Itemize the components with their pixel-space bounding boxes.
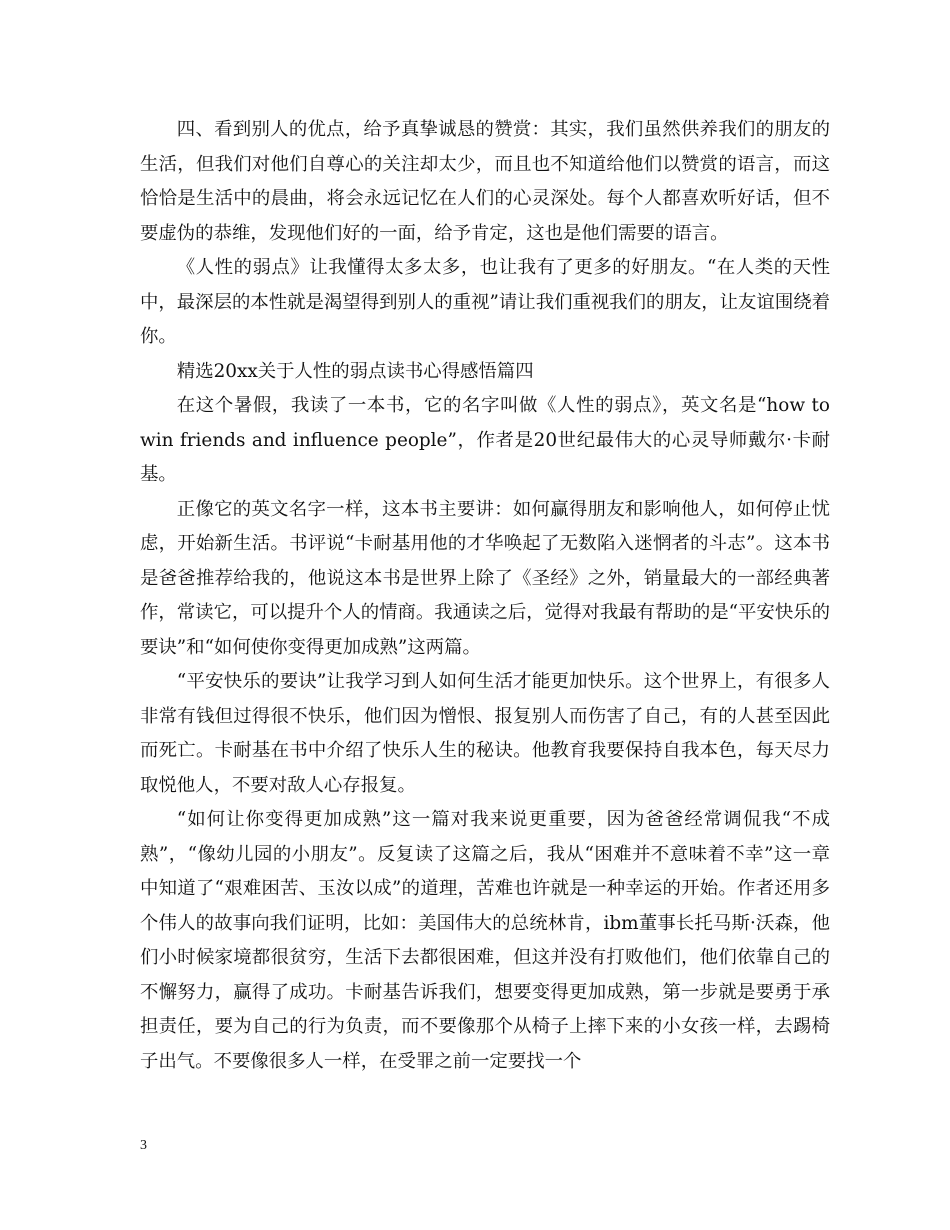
paragraph-happiness: “平安快乐的要诀”让我学习到人如何生活才能更加快乐。这个世界上，有很多人非常有钱但过得很不快乐，他们因为憎恨、报复别人而伤害了自己，有的人甚至因此而死亡。卡耐基在书中介绍了快乐人生的秘诀。他教育我要保持自我本色，每天尽力取悦他人，不要对敌人心存报复。 [140, 671, 830, 796]
paragraph-intro: 在这个暑假，我读了一本书，它的名字叫做《人性的弱点》，英文名是“how to win friends and influence people”，作者是20世纪最伟大的心灵导师戴尔·卡耐基。 [140, 395, 830, 485]
paragraph-overview: 正像它的英文名字一样，这本书主要讲：如何赢得朋友和影响他人，如何停止忧虑，开始新生活。书评说“卡耐基用他的才华唤起了无数陷入迷惘者的斗志”。这本书是爸爸推荐给我的，他说这本书是世界上除了《圣经》之外，销量最大的一部经典著作，常读它，可以提升个人的情商。我通读之后，觉得对我最有帮助的是“平安快乐的要诀”和“如何使你变得更加成熟”这两篇。 [140, 498, 830, 658]
paragraph-praise: 四、看到别人的优点，给予真挚诚恳的赞赏：其实，我们虽然供养我们的朋友的生活，但我们对他们自尊心的关注却太少，而且也不知道给他们以赞赏的语言，而这恰恰是生活中的晨曲，将会永远记忆在人们的心灵深处。每个人都喜欢听好话，但不要虚伪的恭维，发现他们好的一面，给予肯定，这也是他们需要的语言。 [140, 119, 830, 244]
section-heading: 精选20xx关于人性的弱点读书心得感悟篇四 [176, 360, 534, 382]
paragraph-book-summary: 《人性的弱点》让我懂得太多太多，也让我有了更多的好朋友。“在人类的天性中，最深层的本性就是渴望得到别人的重视”请让我们重视我们的朋友，让友谊围绕着你。 [140, 257, 830, 347]
body-text [140, 113, 830, 1079]
page-number: 3 [140, 1138, 147, 1153]
paragraph-maturity: “如何让你变得更加成熟”这一篇对我来说更重要，因为爸爸经常调侃我“不成熟”，“像幼儿园的小朋友”。反复读了这篇之后，我从“困难并不意味着不幸”这一章中知道了“艰难困苦、玉汝以成”的道理，苦难也许就是一种幸运的开始。作者还用多个伟人的故事向我们证明，比如：美国伟大的总统林肯，ibm董事长托马斯·沃森，他们小时候家境都很贫穷，生活下去都很困难，但这并没有打败他们，他们依靠自己的不懈努力，赢得了成功。卡耐基告诉我们，想要变得更加成熟，第一步就是要勇于承担责任，要为自己的行为负责，而不要像那个从椅子上摔下来的小女孩一样，去踢椅子出气。不要像很多人一样，在受罪之前一定要找一个 [140, 809, 830, 1072]
